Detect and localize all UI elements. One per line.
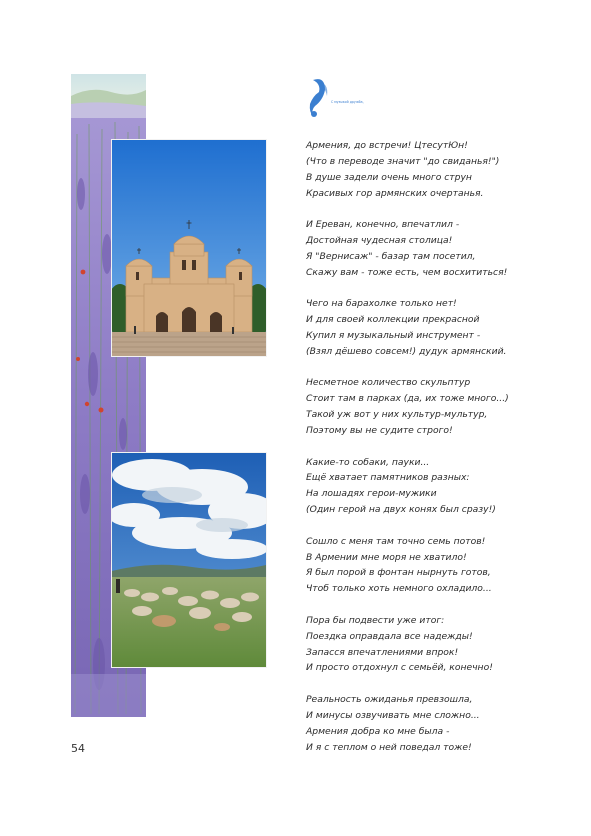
stanza [306,692,576,756]
poem-line: Какие-то собаки, пауки... [306,456,430,468]
poem-line: И просто отдохнул с семьёй, конечно! [306,662,493,674]
stanza [306,455,576,519]
page-number: 54 [71,742,85,755]
poem-line: И я с теплом о ней поведал тоже! [306,741,472,753]
stanza [306,613,576,677]
poem-line: Купил я музыкальный инструмент - [306,330,481,342]
poem-line: Чтоб только хоть немного охладило... [306,583,492,595]
poem-line: Реальность ожиданья превзошла, [306,693,473,705]
poem-line: Стоит там в парках (да, их тоже много...) [306,393,509,405]
poem-line: Чего на барахолке только нет! [306,298,457,310]
sheep-pasture-photo [111,452,267,668]
poem-line: Я "Вернисаж" - базар там посетил, [306,250,476,262]
poem-line: Несметное количество скульптур [306,377,471,389]
poem-line: И минусы озвучивать мне сложно... [306,709,480,721]
poem-line: Ещё хватает памятников разных: [306,472,470,484]
poem-line: Пора бы подвести уже итог: [306,614,445,626]
poem-line: (Взял дёшево совсем!) дудук армянский. [306,345,507,357]
poem-line: Я был порой в фонтан нырнуть готов, [306,567,491,579]
poem-line: (Один герой на двух конях был сразу!) [306,504,496,516]
stanza [306,217,576,281]
poem-line: (Что в переводе значит "до свиданья!") [306,155,500,167]
logo-tagline: С музыкой дружба, [331,100,364,104]
poem-line: Скажу вам - тоже есть, чем восхититься! [306,266,508,278]
poem-line: Запасся впечатлениями впрок! [306,646,459,658]
poem [306,138,576,771]
poem-line: На лошадях герои-мужики [306,488,437,500]
stanza [306,138,576,202]
poem-line: Такой уж вот у них культур-мультур, [306,409,488,421]
stanza [306,296,576,360]
poem-line: Армения добра ко мне была - [306,725,450,737]
poem-line: В душе задели очень много струн [306,171,472,183]
poem-line: И для своей коллекции прекрасной [306,314,480,326]
poem-line: Красивых гор армянских очертанья. [306,187,484,199]
poem-line: В Армении мне моря не хватило! [306,551,467,563]
poem-line: И Ереван, конечно, впечатлил - [306,219,460,231]
stanza [306,375,576,439]
logo [305,76,375,122]
poem-line: Армения, до встречи! ЦтесутЮн! [306,140,468,151]
poem-line: Поездка оправдала все надежды! [306,630,473,642]
poem-line: Сошло с меня там точно семь потов! [306,535,486,547]
poem-line: Поэтому вы не судите строго! [306,425,453,437]
poem-line: Достойная чудесная столица! [306,235,453,247]
stanza [306,534,576,598]
church-photo [111,139,267,357]
